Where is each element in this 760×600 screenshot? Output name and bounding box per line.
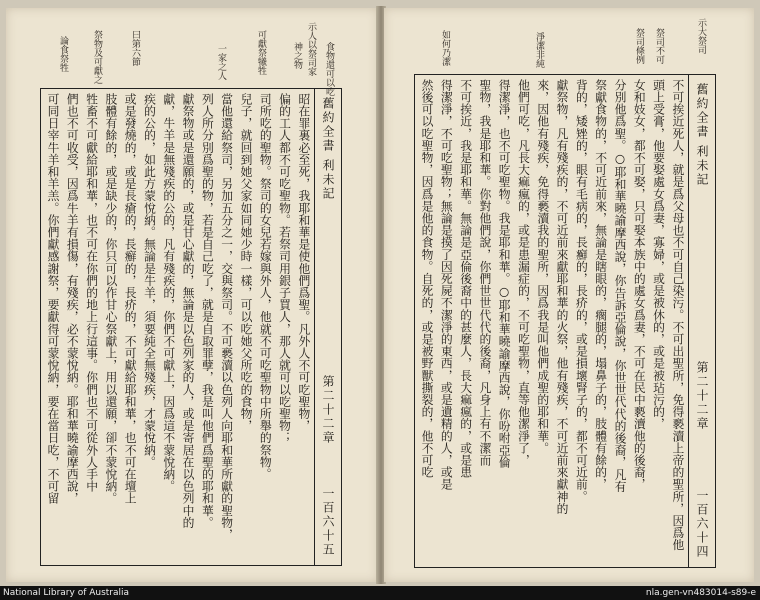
- text-column: 分別他爲聖。○耶和華曉諭摩西說，你告訴亞倫說，你世世代代的後裔，凡有: [612, 79, 627, 493]
- header-bar: [688, 75, 715, 567]
- chapter-label: 第二十二章: [695, 361, 709, 431]
- text-column: 們也不可收受，因爲牛羊有損傷，有殘疾，必不蒙悅納。耶和華曉諭摩西說，: [65, 93, 80, 505]
- margin-note: 祭物及可獻之: [92, 30, 102, 84]
- text-column: 當他還給祭司，另加五分之一，交與祭司。不可褻瀆以色列人向耶和華所獻的聖物，: [219, 93, 234, 541]
- margin-note: 曰第六節: [130, 30, 140, 66]
- text-column: 疾的公的，如此方蒙悅納。無論是牛羊，須要純全無殘疾，才蒙悅納。: [142, 93, 157, 469]
- text-column: 祭獻食物的，不可近前來，無論是瞎眼的，瘸腿的，塌鼻子的，肢體有餘的，: [593, 79, 608, 491]
- text-column: 可同日宰牛羊和羊羔。你們獻感謝祭，要獻得可蒙悅納，要在當日吃，不可留: [46, 93, 60, 505]
- text-column: 司所吃的聖物。祭司的女兒若嫁與外人，他就不可吃聖物中所舉的祭物。: [258, 93, 273, 481]
- text-column: 頭上受膏，他要娶處女爲妻，寡婦，或是被休的，或是被玷污的，: [651, 79, 666, 430]
- margin-note: 示大祭司: [696, 18, 706, 54]
- text-column: 他們可吃，凡長大痲瘋的，或是患漏症的，不可吃聖物，直等他潔淨了，: [516, 79, 531, 467]
- text-columns: [45, 93, 311, 561]
- text-column: 牲畜不可獻給耶和華，也不可在你們的地上行這事。你們也不可從外人手中: [84, 93, 99, 493]
- text-column: 不可挨近死人，就是爲父母也不可自己染污。不可出聖所，免得褻瀆上帝的聖所，因爲他: [670, 79, 685, 551]
- margin-note: 一家之人: [216, 44, 226, 80]
- page-header-title: 舊約全書 利未記: [695, 83, 709, 187]
- margin-note: 神之物: [292, 42, 302, 69]
- text-frame: [40, 88, 342, 566]
- page-number: 一百六十四: [695, 489, 709, 559]
- margin-note: 可獻祭犧牲: [256, 30, 266, 75]
- text-column: 列人所分別爲聖的物，若是自己吃了，就是自取罪孽，我是叫他們爲聖的耶和華。: [200, 93, 215, 529]
- left-page: [6, 8, 378, 582]
- text-column: 得潔淨，不可吃聖物；無論是摸了因死屍不潔淨的東西，或是遺精的人，或是: [439, 79, 454, 491]
- text-column: 肢體有餘的，或是缺少的，你只可以作甘心祭獻上，用以還願，卻不蒙悅納。: [103, 93, 118, 505]
- text-columns: [419, 79, 685, 563]
- text-frame: [414, 74, 716, 568]
- text-column: 獻，牛羊是無殘疾的公的，凡有殘疾的，你們不可獻上，因爲這不蒙悅納。: [161, 93, 176, 493]
- text-column: 偏的工人都不可吃聖物。若祭司用銀子買人，那人就可以吃聖物；: [277, 93, 292, 444]
- text-column: 得潔淨，也不可吃聖物。我是耶和華。○耶和華曉諭摩西說，你吩咐亞倫: [497, 79, 512, 469]
- margin-note: 論食祭牲: [58, 36, 68, 72]
- text-column: 女和妓女，都不可娶，只可娶本族中的處女爲妻，不可在民中褻瀆他的後裔，: [632, 79, 647, 491]
- margin-note: 示人以祭司家: [306, 22, 316, 76]
- text-column: 背的，矮矬的，眼有毛病的，長癬的，長疥的，或是損壞腎子的，都不可近前。: [574, 79, 589, 503]
- library-credit: National Library of Australia: [3, 588, 130, 598]
- text-column: 聖物，我是耶和華。你對他們說，你們世世代代的後裔，凡身上有不潔而: [477, 79, 492, 467]
- right-page: [384, 8, 754, 582]
- page-header-title: 舊約全書 利未記: [321, 97, 335, 201]
- item-identifier: nla.gen-vn483014-s89-e: [645, 588, 756, 598]
- text-column: 兒子，就回到她父家如同她少時一樣，可以吃她父所吃的食物，: [238, 93, 253, 432]
- chapter-label: 第二十二章: [321, 375, 335, 445]
- margin-note: 如何乃潔: [440, 30, 450, 66]
- text-column: 昭在罪裏必至死，我耶和華是使他們爲聖。凡外人不可吃聖物，: [296, 93, 311, 432]
- text-column: 獻祭物或是還願的，或是甘心獻的，無論是以色列家的人，或是寄居在以色列中的: [181, 93, 196, 529]
- archive-footer: [0, 586, 760, 600]
- text-column: 不可挨近，我是耶和華。無論是亞倫後裔中的甚麼人，長大痲瘋的，或是患: [458, 79, 473, 479]
- text-column: 來，因他有殘疾，免得褻瀆我的聖所，因爲我是叫他們成聖的耶和華。: [535, 79, 550, 455]
- header-bar: [314, 89, 341, 565]
- margin-note: 祭司不可: [654, 28, 664, 64]
- text-column: 獻祭物，凡有殘疾的，不可近前來獻耶和華的火祭，他有殘疾，不可近前來獻神的: [555, 79, 570, 515]
- margin-note: 祭司條例: [634, 28, 644, 64]
- text-column: 然後可以吃聖物，因爲是他的食物。自死的，或是被野獸撕裂的，他不可吃: [420, 79, 434, 479]
- margin-note: 淨潔非純: [534, 32, 544, 68]
- margin-note: 食物還可以吃: [324, 42, 334, 96]
- page-number: 一百六十五: [321, 487, 335, 557]
- text-column: 或是發燒的，或是長瘡的，長癬的，長疥的，不可獻給耶和華，也不可在壇上: [123, 93, 138, 505]
